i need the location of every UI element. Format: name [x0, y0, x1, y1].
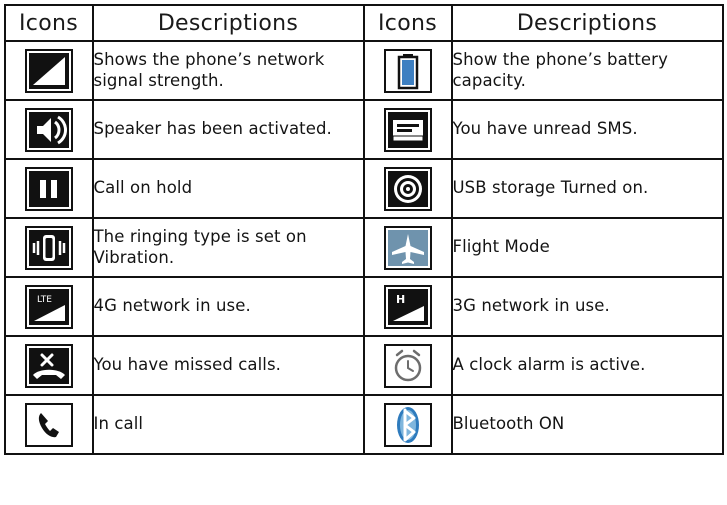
description-cell: You have missed calls.	[93, 336, 364, 395]
description-cell: Bluetooth ON	[452, 395, 723, 454]
icon-cell	[5, 159, 93, 218]
icon-cell	[5, 277, 93, 336]
column-header-descriptions-left: Descriptions	[93, 5, 364, 41]
icon-cell	[364, 218, 452, 277]
table-row	[5, 218, 723, 277]
description-cell: The ringing type is set on Vibration.	[93, 218, 364, 277]
description-cell: Show the phone’s battery capacity.	[452, 41, 723, 100]
table-row	[5, 41, 723, 100]
description-cell: Shows the phone’s network signal strength.	[93, 41, 364, 100]
description-cell: 4G network in use.	[93, 277, 364, 336]
icon-description-table	[4, 4, 724, 455]
icon-cell	[364, 100, 452, 159]
icon-cell	[364, 159, 452, 218]
description-cell: Call on hold	[93, 159, 364, 218]
usb-storage-icon	[384, 167, 432, 211]
missed-call-icon	[25, 344, 73, 388]
icon-cell	[5, 336, 93, 395]
table-row	[5, 159, 723, 218]
icon-cell	[364, 336, 452, 395]
icon-cell	[5, 218, 93, 277]
description-cell: 3G network in use.	[452, 277, 723, 336]
table-row	[5, 277, 723, 336]
table-row	[5, 336, 723, 395]
icon-cell	[5, 41, 93, 100]
table-row	[5, 100, 723, 159]
bluetooth-on-icon	[384, 403, 432, 447]
description-cell: A clock alarm is active.	[452, 336, 723, 395]
in-call-icon	[25, 403, 73, 447]
description-cell: Flight Mode	[452, 218, 723, 277]
icon-cell	[364, 395, 452, 454]
icon-cell	[5, 395, 93, 454]
icon-cell	[5, 100, 93, 159]
table-row	[5, 395, 723, 454]
lte-network-icon	[25, 285, 73, 329]
svg-text:H: H	[395, 292, 405, 306]
speaker-on-icon	[25, 108, 73, 152]
description-cell: You have unread SMS.	[452, 100, 723, 159]
signal-strength-icon	[25, 49, 73, 93]
column-header-icons-left: Icons	[5, 5, 93, 41]
clock-alarm-icon	[384, 344, 432, 388]
svg-text:LTE: LTE	[36, 294, 52, 305]
battery-icon	[384, 49, 432, 93]
description-cell: Speaker has been activated.	[93, 100, 364, 159]
icon-cell	[364, 41, 452, 100]
column-header-descriptions-right: Descriptions	[452, 5, 723, 41]
vibration-icon	[25, 226, 73, 270]
description-cell: USB storage Turned on.	[452, 159, 723, 218]
hspa-network-icon	[384, 285, 432, 329]
flight-mode-icon	[384, 226, 432, 270]
call-on-hold-icon	[25, 167, 73, 211]
column-header-icons-right: Icons	[364, 5, 452, 41]
icon-cell	[364, 277, 452, 336]
description-cell: In call	[93, 395, 364, 454]
unread-sms-icon	[384, 108, 432, 152]
table-header-row	[5, 5, 723, 41]
icon-reference-sheet	[0, 4, 727, 505]
